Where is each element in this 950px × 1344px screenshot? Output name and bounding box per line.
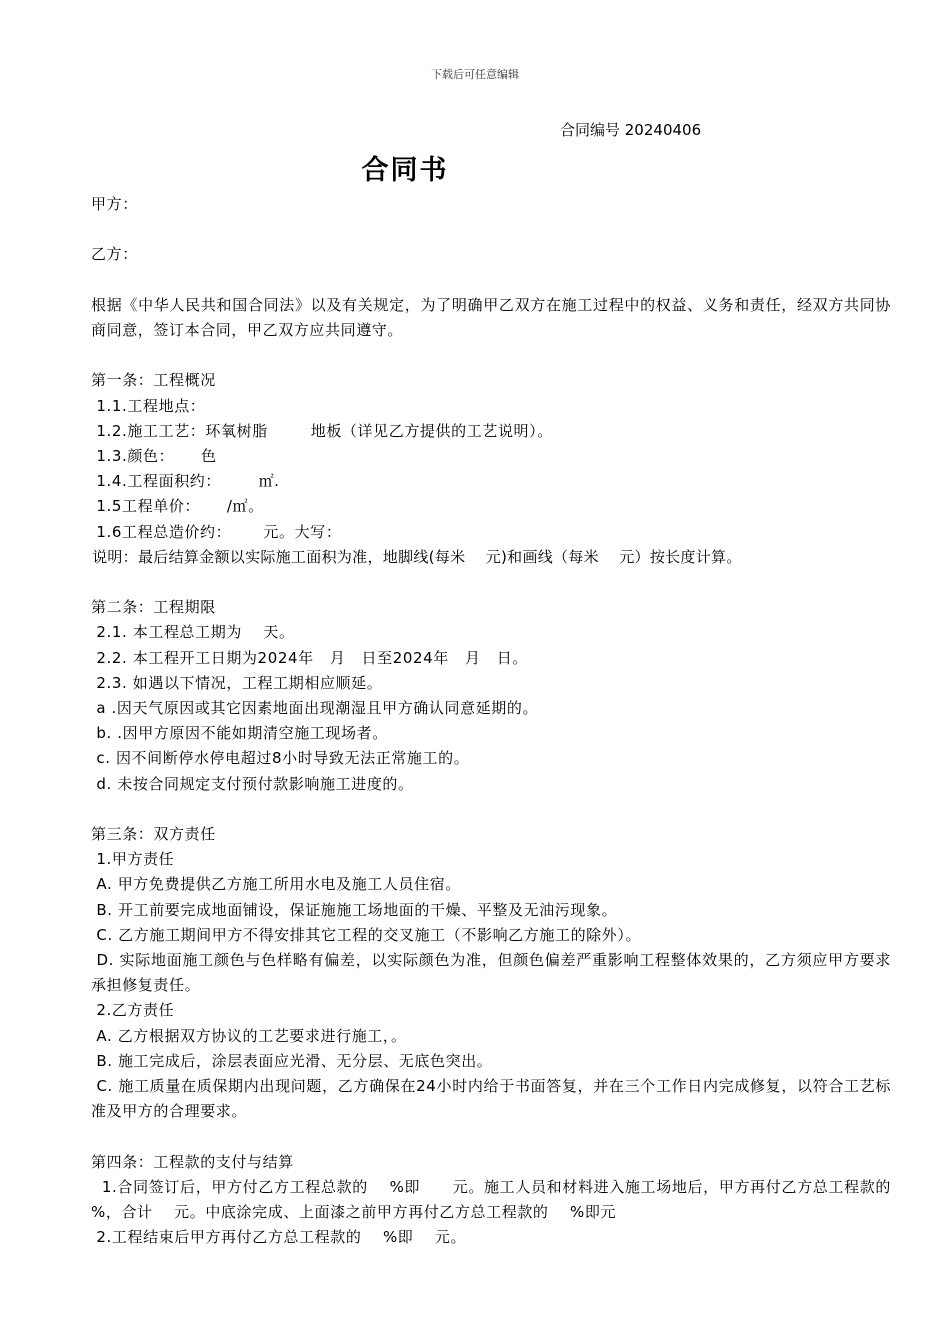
spacer (91, 217, 891, 242)
spacer (91, 570, 891, 595)
party-b-line: 乙方： (91, 245, 138, 264)
header-note: 下载后可任意编辑 (431, 68, 519, 81)
payment-paragraph-2: 2.工程结束后甲方再付乙方总工程款的 %即 元。 (91, 1228, 467, 1247)
party-a-duties-heading: 1.甲方责任 (91, 850, 175, 869)
party-a-line: 甲方： (91, 195, 138, 213)
party-a-duty: C. 乙方施工期间甲方不得安排其它工程的交叉施工（不影响乙方施工的除外）。 (91, 925, 642, 944)
article-1-item: 1.3.颜色： 色 (91, 446, 217, 465)
party-b-duties-heading: 2.乙方责任 (91, 1001, 175, 1020)
spacer (91, 268, 891, 293)
article-3 (91, 822, 891, 1124)
spacer (91, 797, 891, 822)
article-4-heading: 第四条：工程款的支付与结算 (91, 1152, 294, 1171)
party-a-duty: A. 甲方免费提供乙方施工所用水电及施工人员住宿。 (91, 875, 461, 894)
article-2-item: d. 未按合同规定支付预付款影响施工进度的。 (91, 774, 414, 793)
article-1 (87, 368, 891, 570)
article-1-note: 说明：最后结算金额以实际施工面积为准，地脚线(每米 元)和画线（每米 元）按长度计算。 (87, 547, 742, 566)
party-b-duty: C. 施工质量在质保期内出现问题，乙方确保在24小时内给于书面答复，并在三个工作日内完成修复，以符合工艺标准及甲方的合理要求。 (91, 1077, 891, 1121)
article-1-item: 1.2.施工工艺：环氧树脂 地板（详见乙方提供的工艺说明）。 (91, 421, 553, 440)
spacer (91, 1124, 891, 1149)
article-1-item: 1.1.工程地点： (91, 396, 206, 415)
party-b-duty: B. 施工完成后，涂层表面应光滑、无分层、无底色突出。 (91, 1051, 493, 1070)
article-1-item: 1.4.工程面积约： ㎡. (91, 472, 280, 491)
article-2-item: c. 因不间断停水停电超过8小时导致无法正常施工的。 (91, 749, 470, 768)
document-title: 合同书 (361, 155, 449, 186)
article-2-item: a .因天气原因或其它因素地面出现潮湿且甲方确认同意延期的。 (91, 699, 539, 717)
party-a-duty: B. 开工前要完成地面铺设，保证施施工场地面的干燥、平整及无油污现象。 (91, 900, 618, 919)
payment-paragraph-1: 1.合同签订后，甲方付乙方工程总款的 %即 元。施工人员和材料进入施工场地后，甲方再付乙方总工程款的 %，合计 元。中底涂完成、上面漆之前甲方再付乙方总工程款的 %即元 (91, 1177, 913, 1222)
preamble-paragraph: 根据《中华人民共和国合同法》以及有关规定，为了明确甲乙双方在施工过程中的权益、义务和责任，经双方共同协商同意，签订本合同，甲乙双方应共同遵守。 (91, 295, 891, 339)
article-2-item: 2.1. 本工程总工期为 天。 (91, 623, 295, 642)
article-2-item: b. .因甲方原因不能如期清空施工现场者。 (91, 724, 388, 743)
party-a-duty: D. 实际地面施工颜色与色样略有偏差，以实际颜色为准，但颜色偏差严重影响工程整体效果的，乙方须应甲方要求承担修复责任。 (91, 951, 891, 995)
article-2-heading: 第二条：工程期限 (91, 598, 216, 617)
spacer (91, 343, 891, 368)
party-b-duty: A. 乙方根据双方协议的工艺要求进行施工，。 (91, 1026, 407, 1045)
article-2-item: 2.2. 本工程开工日期为2024年 月 日至2024年 月 日。 (91, 648, 528, 667)
article-2-item: 2.3. 如遇以下情况，工程工期相应顺延。 (91, 673, 383, 692)
article-4 (91, 1150, 913, 1251)
contract-number: 合同编号 20240406 (560, 121, 702, 139)
contract-body (87, 192, 913, 1250)
article-2 (91, 595, 891, 797)
article-3-heading: 第三条：双方责任 (91, 825, 216, 843)
article-1-item: 1.5工程单价： /㎡。 (91, 497, 264, 516)
article-1-heading: 第一条：工程概况 (91, 371, 216, 390)
article-1-item: 1.6工程总造价约： 元。大写： (91, 522, 342, 541)
